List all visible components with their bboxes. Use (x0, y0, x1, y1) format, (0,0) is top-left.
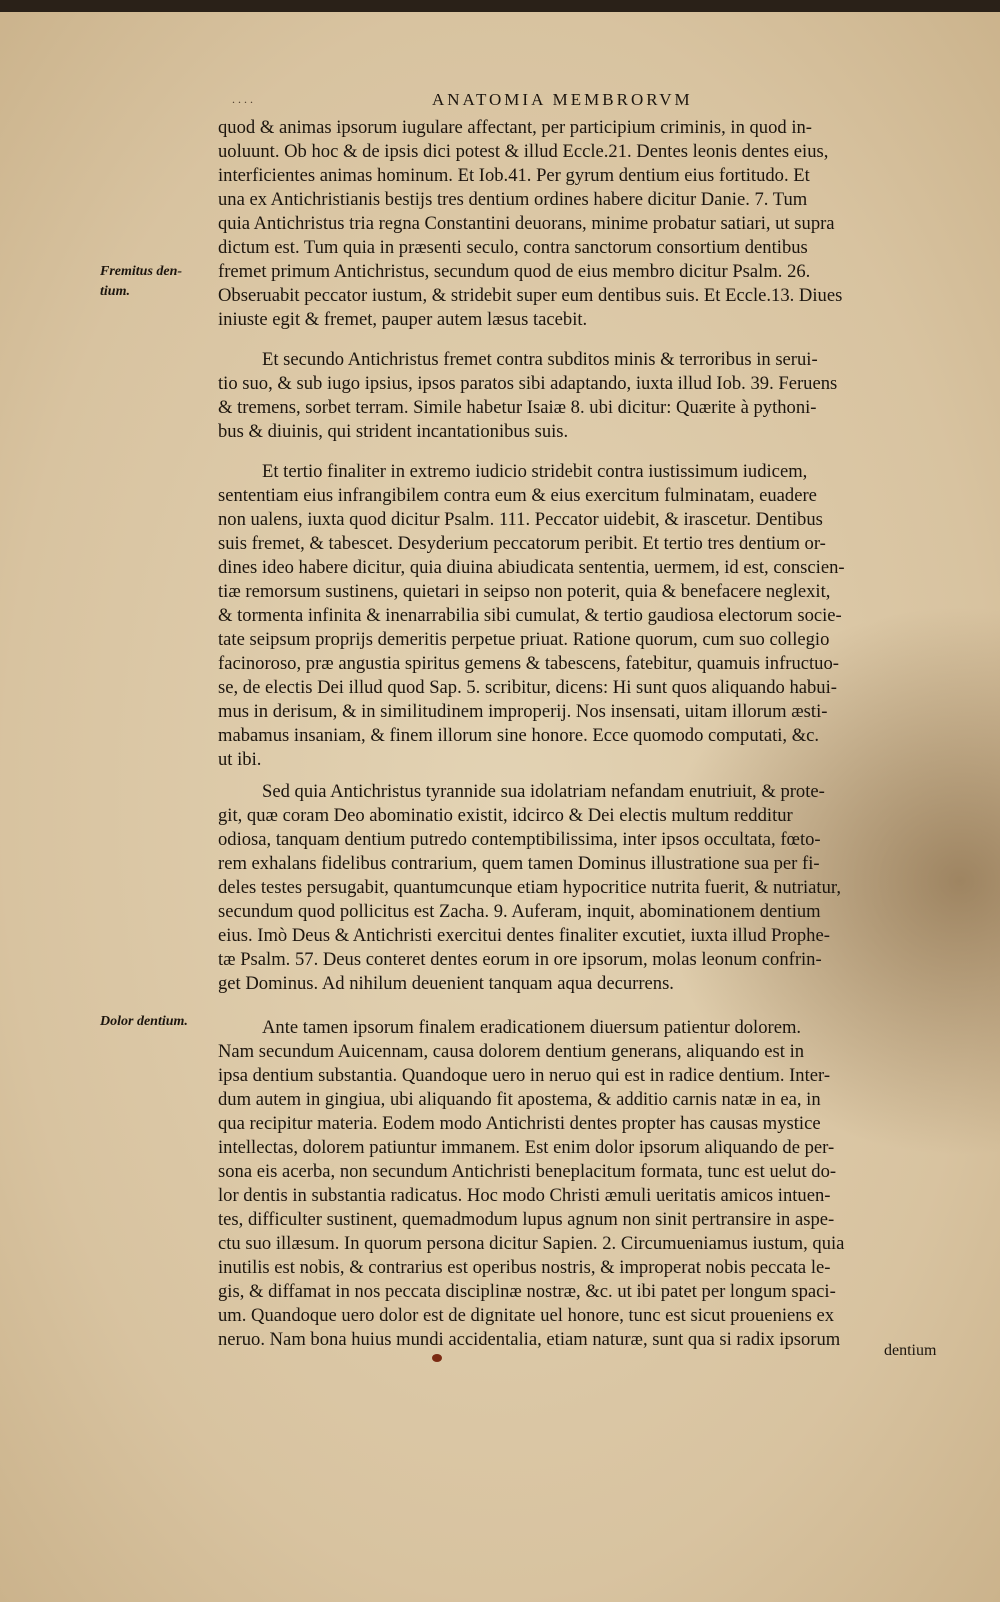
page-top-edge (0, 0, 1000, 12)
paragraph-3 (218, 460, 972, 772)
ink-stain (432, 1354, 442, 1362)
running-title: ANATOMIA MEMBRORVM (432, 90, 693, 109)
text-line: fremet primum Antichristus, secundum quod de eius membro dicitur Psalm. 26. (218, 261, 811, 282)
text-line: suis fremet, & tabescet. Desyderium peccatorum peribit. Et tertio tres dentium or- (218, 533, 826, 554)
text-line: quod & animas ipsorum iugulare affectant, per participium criminis, in quod in- (218, 117, 813, 138)
text-line: dictum est. Tum quia in præsenti seculo, contra sanctorum consortium dentibus (218, 237, 808, 258)
margin-note-line: Dolor dentium. (100, 1014, 188, 1029)
text-line: ut ibi. (218, 749, 262, 770)
margin-note-fremitus (100, 262, 215, 302)
text-line: ipsa dentium substantia. Quandoque uero in neruo qui est in radice dentium. Inter- (218, 1065, 831, 1086)
text-line: Sed quia Antichristus tyrannide sua idolatriam nefandam enutriuit, & prote- (262, 781, 825, 802)
text-line: inutilis est nobis, & contrarius est operibus nostris, & improperat nobis peccata le- (218, 1257, 831, 1278)
text-line: rem exhalans fidelibus contrarium, quem tamen Dominus illustratione sua per fi- (218, 853, 820, 874)
main-text (218, 116, 972, 1352)
text-line: qua recipitur materia. Eodem modo Antichristi dentes propter has causas mystice (218, 1113, 821, 1134)
text-line: tate seipsum proprijs demeritis perpetue priuat. Ratione quorum, cum suo collegio (218, 629, 830, 650)
margin-note-line: Fremitus den- (100, 264, 183, 279)
text-line: tio suo, & sub iugo ipsius, ipsos paratos sibi adaptando, iuxta illud Iob. 39. Feruens (218, 373, 838, 394)
text-line: Ante tamen ipsorum finalem eradicationem diuersum patientur dolorem. (262, 1017, 802, 1038)
text-line: tiæ remorsum sustinens, quietari in seipso non poterit, quia & benefacere neglexit, (218, 581, 831, 602)
text-line: ctu suo illæsum. In quorum persona dicitur Sapien. 2. Circumueniamus iustum, quia (218, 1233, 845, 1254)
text-line: neruo. Nam bona huius mundi accidentalia, etiam naturæ, sunt qua si radix ipsorum (218, 1329, 841, 1350)
text-line: git, quæ coram Deo abominatio existit, idcirco & Dei electis multum redditur (218, 805, 793, 826)
text-line: Obseruabit peccator iustum, & stridebit super eum dentibus suis. Et Eccle.13. Diues (218, 285, 843, 306)
text-line: secundum quod pollicitus est Zacha. 9. Auferam, inquit, abominationem dentium (218, 901, 821, 922)
text-line: mus in derisum, & in similitudinem improperij. Nos insensati, uitam illorum æsti- (218, 701, 828, 722)
text-line: intellectas, dolorem patiuntur immanem. Est enim dolor ipsorum aliquando de per- (218, 1137, 835, 1158)
paragraph-4 (218, 780, 972, 996)
text-line: Nam secundum Auicennam, causa dolorem dentium generans, aliquando est in (218, 1041, 805, 1062)
text-line: sententiam eius infrangibilem contra eum & eius exercitum fulminatam, euadere (218, 485, 817, 506)
text-line: gis, & diffamat in nos peccata disciplinæ nostræ, &c. ut ibi patet per longum spaci- (218, 1281, 836, 1302)
text-line: lor dentis in substantia radicatus. Hoc modo Christi æmuli ueritatis amicos intuen- (218, 1185, 831, 1206)
text-line: interficientes animas hominum. Et Iob.41. Per gyrum dentium eius fortitudo. Et (218, 165, 810, 186)
text-line: tes, difficulter sustinent, quemadmodum lupus agnum non sinit pertransire in aspe- (218, 1209, 835, 1230)
text-line: get Dominus. Ad nihilum deuenient tanquam aqua decurrens. (218, 973, 674, 994)
text-line: non ualens, iuxta quod dicitur Psalm. 111. Peccator uidebit, & irascetur. Dentibus (218, 509, 823, 530)
text-line: mabamus insaniam, & finem illorum sine honore. Ecce quomodo computati, &c. (218, 725, 820, 746)
text-line: quia Antichristus tria regna Constantini deuorans, minime probatur satiari, ut supra (218, 213, 835, 234)
paragraph-5 (218, 1016, 972, 1352)
paragraph-2 (218, 348, 972, 444)
paragraph-1 (218, 116, 972, 332)
text-line: se, de electis Dei illud quod Sap. 5. scribitur, dicens: Hi sunt quos aliquando habui- (218, 677, 837, 698)
text-line: sona eis acerba, non secundum Antichristi beneplacitum formata, tunc est uelut do- (218, 1161, 837, 1182)
text-line: & tremens, sorbet terram. Simile habetur Isaiæ 8. ubi dicitur: Quærite à pythoni- (218, 397, 817, 418)
text-line: odiosa, tanquam dentium putredo contemptibilissima, inter ipsos occultata, fœto- (218, 829, 821, 850)
text-line: una ex Antichristianis bestijs tres dentium ordines habere dicitur Danie. 7. Tum (218, 189, 808, 210)
text-line: uoluunt. Ob hoc & de ipsis dici potest & illud Eccle.21. Dentes leonis dentes eius, (218, 141, 829, 162)
text-line: Et tertio finaliter in extremo iudicio stridebit contra iustissimum iudicem, (262, 461, 808, 482)
text-line: Et secundo Antichristus fremet contra subditos minis & terroribus in serui- (262, 349, 818, 370)
text-line: eius. Imò Deus & Antichristi exercitui dentes finaliter excutiet, iuxta illud Prophe- (218, 925, 830, 946)
text-line: iniuste egit & fremet, pauper autem læsus tacebit. (218, 309, 588, 330)
text-line: tæ Psalm. 57. Deus conteret dentes eorum in ore ipsorum, molas leonum confrin- (218, 949, 822, 970)
margin-note-line: tium. (100, 284, 130, 299)
header-ornament: . . . . (232, 92, 253, 106)
catchword: dentium (884, 1342, 937, 1359)
text-line: & tormenta infinita & inenarrabilia sibi cumulat, & tertio gaudiosa electorum socie- (218, 605, 842, 626)
text-line: facinoroso, præ angustia spiritus gemens & tabescens, fatebitur, quamuis infructuo- (218, 653, 839, 674)
text-line: deles testes persugabit, quantumcunque etiam hypocritice nutrita fuerit, & nutriatur, (218, 877, 841, 898)
text-line: dines ideo habere dicitur, quia diuina abiudicata sententia, uermem, id est, conscien- (218, 557, 845, 578)
text-line: bus & diuinis, qui strident incantationibus suis. (218, 421, 569, 442)
margin-note-dolor (100, 1012, 215, 1032)
text-line: um. Quandoque uero dolor est de dignitate uel honore, tunc est sicut proueniens ex (218, 1305, 835, 1326)
text-line: dum autem in gingiua, ubi aliquando fit apostema, & additio carnis natæ in ea, in (218, 1089, 821, 1110)
